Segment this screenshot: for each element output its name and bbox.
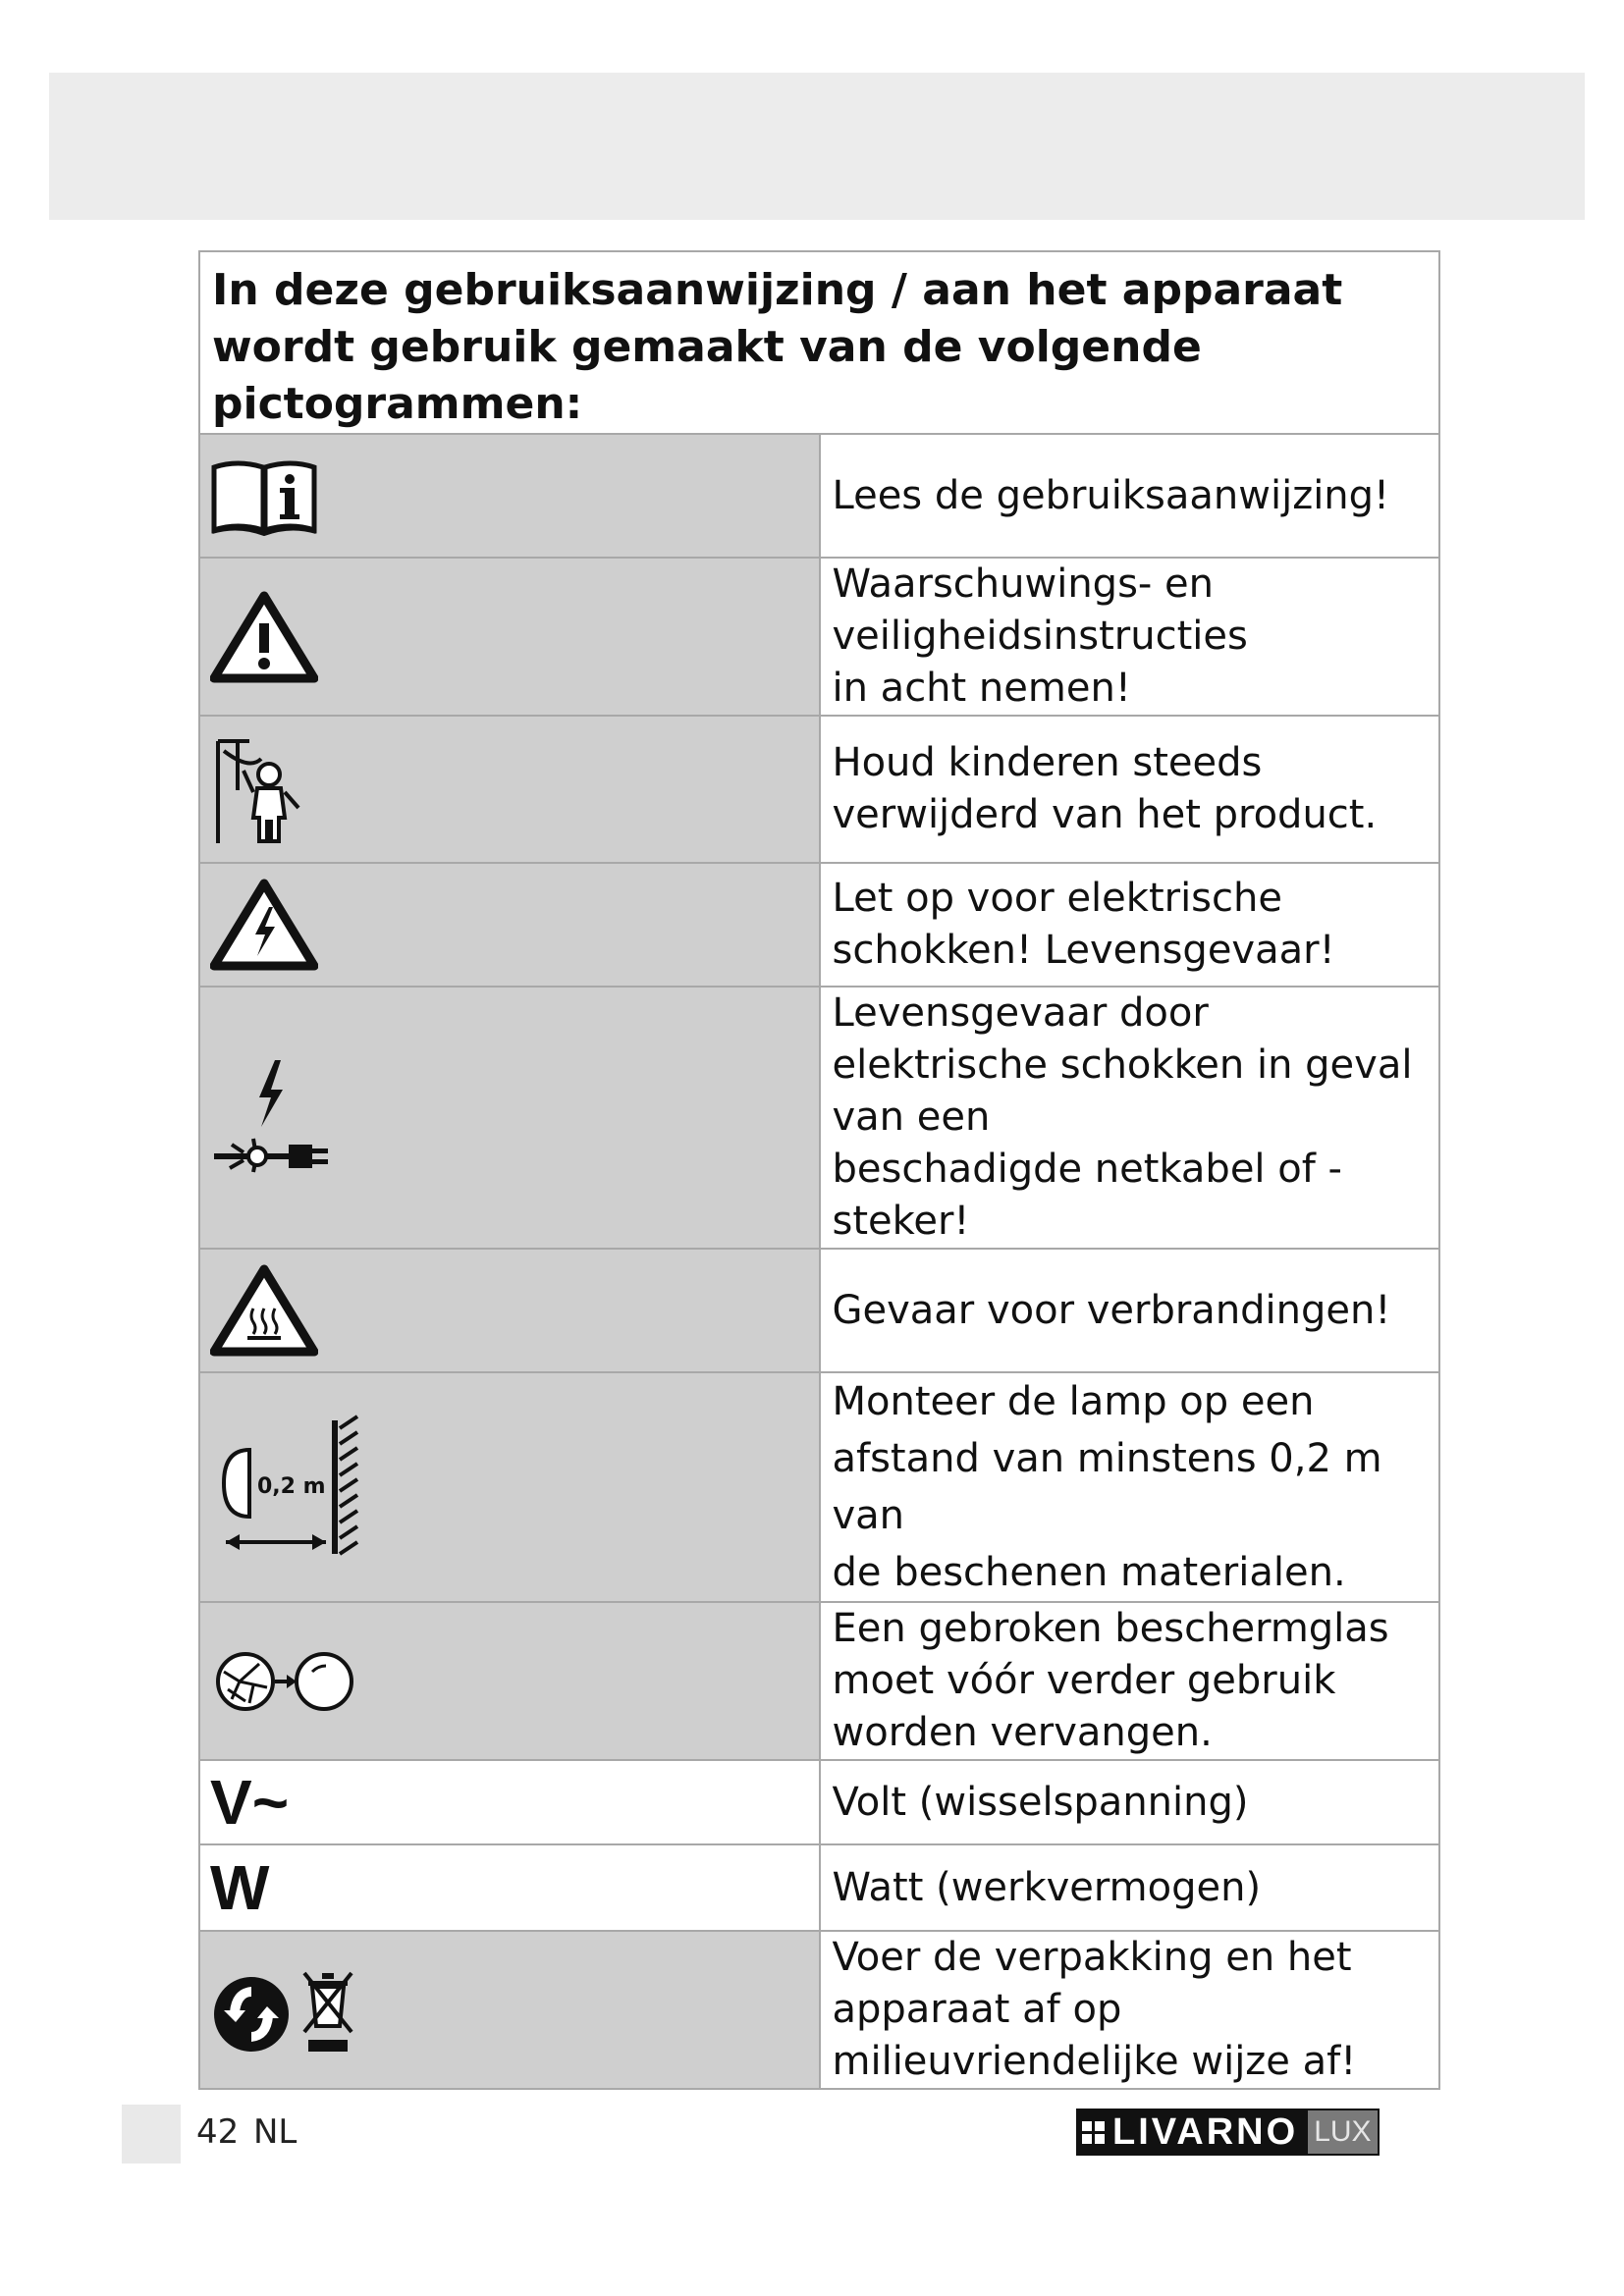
row-text: Gevaar voor verbrandingen! xyxy=(820,1249,1440,1372)
icon-cell xyxy=(199,558,820,716)
icon-cell xyxy=(199,716,820,863)
row-text-line2: worden vervangen. xyxy=(832,1710,1213,1755)
icon-cell xyxy=(199,1249,820,1372)
table-row xyxy=(199,1602,1439,1760)
row-text: Watt (werkvermogen) xyxy=(820,1844,1440,1931)
icon-cell xyxy=(199,987,820,1249)
brand-main xyxy=(1076,2109,1306,2156)
recycling-disposal-icon xyxy=(210,1961,367,2059)
icon-cell xyxy=(199,434,820,558)
row-text-line2: in acht nemen! xyxy=(832,666,1131,711)
row-text: Lees de gebruiksaanwijzing! xyxy=(820,434,1440,558)
table-row xyxy=(199,1931,1439,2089)
table-row xyxy=(199,716,1439,863)
brand-name: LIVARNO xyxy=(1112,2110,1299,2153)
icon-cell xyxy=(199,1602,820,1760)
table-header-row xyxy=(199,251,1439,434)
header-band xyxy=(49,73,1585,220)
table-row xyxy=(199,863,1439,987)
electric-shock-warning-icon xyxy=(210,878,318,972)
minimum-distance-icon xyxy=(210,1409,367,1566)
child-safety-icon xyxy=(210,731,308,847)
row-text: Volt (wisselspanning) xyxy=(820,1760,1440,1844)
page-number: 42 xyxy=(196,2112,240,2152)
read-manual-icon xyxy=(210,455,318,536)
row-text-line1: Monteer de lamp op een afstand van minstens 0,2 m van xyxy=(832,1379,1382,1538)
damaged-cable-icon xyxy=(210,1054,338,1182)
pictogram-table xyxy=(198,250,1440,2090)
row-text-line2: beschadigde netkabel of -steker! xyxy=(832,1147,1342,1244)
volt-symbol: V~ xyxy=(199,1760,820,1844)
row-text xyxy=(820,1602,1440,1760)
broken-glass-icon xyxy=(210,1642,357,1721)
icon-cell xyxy=(199,863,820,987)
footer-marker xyxy=(122,2105,181,2163)
table-title: In deze gebruiksaanwijzing / aan het apparaat wordt gebruik gemaakt van de volgende pictogrammen: xyxy=(199,251,1439,434)
row-text-line1: Levensgevaar door elektrische schokken in geval van een xyxy=(832,990,1413,1140)
row-text-line2: milieuvriendelijke wijze af! xyxy=(832,2039,1357,2084)
table-row xyxy=(199,1760,1439,1844)
row-text xyxy=(820,1372,1440,1602)
row-text-line2: de beschenen materialen. xyxy=(832,1550,1346,1595)
table-row xyxy=(199,1844,1439,1931)
table-row xyxy=(199,558,1439,716)
watt-symbol: W xyxy=(199,1844,820,1931)
row-text-line1: Een gebroken beschermglas moet vóór verder gebruik xyxy=(832,1606,1389,1703)
brand-mark-icon xyxy=(1082,2121,1105,2144)
warning-icon xyxy=(210,590,318,684)
distance-label: 0,2 m xyxy=(257,1474,326,1499)
table-row xyxy=(199,987,1439,1249)
table-row xyxy=(199,1249,1439,1372)
brand-suffix: LUX xyxy=(1306,2109,1379,2156)
row-text-line1: Waarschuwings- en veiligheidsinstructies xyxy=(832,561,1248,659)
hot-surface-icon xyxy=(210,1263,318,1358)
row-text-line1: Voer de verpakking en het apparaat af op xyxy=(832,1935,1352,2032)
icon-cell xyxy=(199,1931,820,2089)
table-row xyxy=(199,1372,1439,1602)
row-text xyxy=(820,987,1440,1249)
table-row xyxy=(199,434,1439,558)
brand-logo xyxy=(1076,2109,1380,2156)
page-language: NL xyxy=(253,2112,298,2152)
icon-cell xyxy=(199,1372,820,1602)
row-text: Houd kinderen steeds verwijderd van het product. xyxy=(820,716,1440,863)
row-text: Let op voor elektrische schokken! Levensgevaar! xyxy=(820,863,1440,987)
row-text xyxy=(820,558,1440,716)
row-text xyxy=(820,1931,1440,2089)
